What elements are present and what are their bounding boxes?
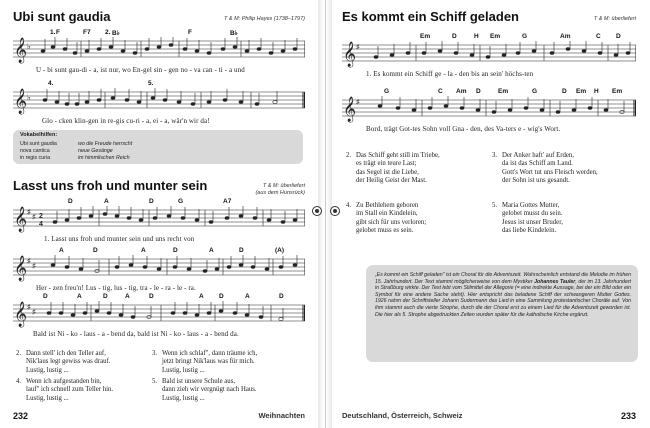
song-credit: T & M: überliefert xyxy=(593,16,636,22)
song-credit xyxy=(255,183,305,197)
chord-symbol: A xyxy=(245,293,250,300)
vocabulary-box xyxy=(13,130,303,164)
chord-symbol: D xyxy=(43,293,48,300)
page-number: 233 xyxy=(620,411,636,421)
chord-symbol: Em xyxy=(490,33,501,40)
chord-symbol: D xyxy=(103,293,108,300)
chord-symbol: Em xyxy=(612,88,623,95)
svg-text:2: 2 xyxy=(39,213,43,220)
svg-text:𝄞: 𝄞 xyxy=(14,207,28,232)
chord-symbol: Am xyxy=(560,33,571,40)
svg-text:♯: ♯ xyxy=(27,304,31,311)
svg-text:♯: ♯ xyxy=(27,258,31,265)
chord-symbol: D xyxy=(239,247,244,254)
svg-text:4: 4 xyxy=(39,221,43,228)
chord-symbol: Em xyxy=(498,88,509,95)
verse-line: Zu Bethlehem geboren xyxy=(356,202,419,209)
music-staff xyxy=(13,37,305,65)
info-box xyxy=(366,265,638,362)
verse-line: Lustig, lustig ... xyxy=(26,366,69,374)
chord-symbol: D xyxy=(149,293,154,300)
verse-line: Wenn ich schlaf", dann träume ich, xyxy=(162,350,258,357)
chord-row xyxy=(13,247,305,255)
vocabulary-item xyxy=(20,141,300,148)
info-text-part: , der im 13. Jahrhundert in Straßburg wirkte. Der Text lebt vom Stilmittel der Allegorie (= eine indirekte Aussage, bei der ein Bild oder ein Symbol für eine andere Sache steht). Hier entspricht das beladene Schiff der schwangeren Mutter Gottes. 1926 nahm der Schriftsteller Johann Sudermann das Lied in eine Sammlung protestantischer Choräle auf. Von ihm stammt auch die vierte Strophe, durch die der Choral erst zu einem Lied für die Adventszeit geworden ist. Die hier als 5. Strophe abgedruckten Zeilen wurden später für die katholische Kirche ergänzt. xyxy=(375,278,631,318)
svg-text:𝄞: 𝄞 xyxy=(14,89,28,114)
verse-line: Gott's Wort tut uns Fleisch werden, xyxy=(502,168,598,176)
chord-row xyxy=(50,29,305,37)
chord-symbol: A xyxy=(104,198,109,205)
song-credit: T & M: Philip Hayes (1738–1797) xyxy=(223,16,305,22)
verse-block xyxy=(152,378,257,403)
verse-block xyxy=(492,152,598,185)
vocabulary-definition: wo die Freude herrscht xyxy=(78,141,133,147)
chord-symbol: H xyxy=(474,33,479,40)
svg-text:𝄞: 𝄞 xyxy=(14,38,28,63)
verse-line: Maria Gottes Mutter, xyxy=(502,202,560,209)
verse-line: das Segel ist die Liebe, xyxy=(356,168,419,176)
verse-line: gelobet muss es sein. xyxy=(356,226,414,234)
lyric-line: U - bi sunt gau-di - a, ist nur, wo En-gel sin - gen no - va can - ti - a und xyxy=(36,66,245,74)
chord-row xyxy=(13,293,305,301)
svg-text:♯: ♯ xyxy=(27,209,31,216)
chord-symbol: C xyxy=(438,88,443,95)
verse-line: Bald ist unsere Schule aus, xyxy=(162,378,236,385)
chord-symbol: D xyxy=(476,88,481,95)
svg-text:♯: ♯ xyxy=(32,214,36,221)
chord-symbol: G xyxy=(522,33,528,40)
music-staff xyxy=(342,96,636,124)
svg-text:𝄞: 𝄞 xyxy=(343,42,357,67)
verse-line: es trägt ein teure Last; xyxy=(356,160,417,168)
chord-symbol: A xyxy=(125,293,130,300)
song-title-es-kommt-ein-schiff: Es kommt ein Schiff geladen xyxy=(342,9,519,24)
verse-block xyxy=(346,202,426,235)
chord-symbol: B♭ xyxy=(112,30,120,37)
verse-number: 5. xyxy=(492,202,498,209)
chord-symbol: 1. xyxy=(50,29,56,36)
chord-symbol: G xyxy=(532,88,538,95)
gutter-line xyxy=(325,0,326,428)
chord-symbol: D xyxy=(219,293,224,300)
verse-line: der Sohn ist uns gesandt. xyxy=(502,176,570,184)
verse-block xyxy=(152,350,257,375)
chord-symbol: 2. xyxy=(105,29,111,36)
verse-line: Das Schiff geht still im Triebe, xyxy=(356,152,440,159)
svg-text:♯: ♯ xyxy=(32,309,36,316)
verse-line: Der Anker haft' auf Erden, xyxy=(502,152,574,159)
chord-symbol: A xyxy=(199,293,204,300)
song-title-lasst-uns-froh: Lasst uns froh und munter sein xyxy=(13,178,208,193)
lyric-line: 1. Lasst uns froh und munter sein und uns recht von xyxy=(44,235,195,243)
verse-block xyxy=(346,152,440,185)
footer-section: Deutschland, Österreich, Schweiz xyxy=(342,411,463,420)
info-text xyxy=(375,272,631,318)
verse-line: da ist das Schiff am Land. xyxy=(502,160,573,168)
chord-symbol: (A) xyxy=(275,247,285,254)
chord-row xyxy=(342,88,634,96)
svg-text:𝄞: 𝄞 xyxy=(343,97,357,122)
chord-row xyxy=(342,33,634,41)
lyric-line: 1. Es kommt ein Schiff ge - la - den bis an sein' höchs-ten xyxy=(366,70,534,78)
vocabulary-definition: neue Gesänge xyxy=(78,148,113,154)
chord-symbol: D xyxy=(93,247,98,254)
footer-section: Weihnachten xyxy=(258,411,305,420)
chord-symbol: Em xyxy=(420,33,431,40)
credit-line: T & M: überliefert xyxy=(262,183,305,189)
music-staff xyxy=(13,206,305,234)
verse-number: 5. xyxy=(152,378,158,385)
verse-number: 2. xyxy=(16,350,22,357)
svg-text:♯: ♯ xyxy=(356,44,360,51)
vocabulary-title: Vokabelhilfen: xyxy=(20,132,58,138)
music-staff xyxy=(342,41,636,69)
right-page xyxy=(332,0,650,428)
verse-number: 2. xyxy=(346,152,352,159)
left-page xyxy=(0,0,318,428)
svg-text:𝄞: 𝄞 xyxy=(14,256,28,281)
chord-symbol: D xyxy=(68,198,73,205)
music-staff xyxy=(13,88,305,116)
chord-symbol: 4. xyxy=(48,80,54,87)
chord-symbol: 5. xyxy=(148,80,154,87)
verse-line: Wenn ich aufgestanden bin, xyxy=(26,378,102,385)
vocabulary-term: in regis curia xyxy=(20,155,51,161)
chord-row xyxy=(48,80,303,88)
chord-symbol: C xyxy=(596,33,601,40)
chord-symbol: G xyxy=(178,198,184,205)
verse-number: 4. xyxy=(346,202,352,209)
lyric-line: Glo - cken klin-gen in re-gis cu-ri - a, ei - a, wär'n wir da! xyxy=(42,117,210,125)
svg-text:𝄞: 𝄞 xyxy=(14,302,28,327)
verse-line: der Heilig Geist der Mast. xyxy=(356,176,427,184)
vocabulary-definition: im himmlischen Reich xyxy=(78,155,130,161)
verse-line: Lustig, lustig ... xyxy=(162,394,205,402)
verse-line: jetzt bringt Nik'laus was für mich. xyxy=(162,358,255,366)
lyric-line: Bord, trägt Got-tes Sohn voll Gna - den, des Va-ters e - wig's Wort. xyxy=(366,125,561,133)
page-number: 232 xyxy=(13,411,29,421)
chord-symbol: Em xyxy=(576,88,587,95)
verse-line: im Stall ein Kindelein, xyxy=(356,210,418,218)
chord-symbol: Am xyxy=(456,88,467,95)
chord-symbol: D xyxy=(616,33,621,40)
chord-symbol: D xyxy=(562,88,567,95)
verse-line: Lustig, lustig ... xyxy=(26,394,69,402)
info-text-part: „Es kommt ein Schiff geladen" ist ein Choral für die Adventszeit. Wahrscheinlich entstand die Melodie im frühen 15. Jahrhundert. Der Text stammt möglicherweise von dem Mystiker xyxy=(375,272,631,285)
svg-text:♭: ♭ xyxy=(27,42,31,51)
svg-text:♯: ♯ xyxy=(356,99,360,106)
chord-symbol: G xyxy=(384,88,390,95)
chord-symbol: F7 xyxy=(83,29,91,36)
verse-line: lauf" ich schnell zum Teller hin. xyxy=(26,386,114,394)
verse-block xyxy=(16,378,113,403)
chord-symbol: A xyxy=(209,247,214,254)
info-author: Johannes Tauler xyxy=(534,278,576,285)
svg-text:♭: ♭ xyxy=(27,93,31,102)
verse-line: gelobet musst du sein. xyxy=(502,210,563,218)
verse-block xyxy=(16,350,110,375)
verse-line: das liebe Kindelein. xyxy=(502,226,557,234)
chord-symbol: A xyxy=(141,247,146,254)
verse-line: Lustig, lustig ... xyxy=(162,366,205,374)
chord-symbol: D xyxy=(173,247,178,254)
chord-symbol: D xyxy=(149,198,154,205)
verse-line: Dann stell' ich den Teller auf, xyxy=(26,350,106,357)
registration-mark-icon xyxy=(312,206,322,216)
verse-number: 3. xyxy=(152,350,158,357)
chord-symbol: B♭ xyxy=(230,30,238,37)
chord-symbol: A7 xyxy=(223,198,232,205)
verse-line: dann zieh wir vergnügt nach Haus. xyxy=(162,386,257,394)
verse-number: 4. xyxy=(16,378,22,385)
music-staff xyxy=(13,301,305,329)
chord-symbol: H xyxy=(594,88,599,95)
chord-symbol: D xyxy=(279,293,284,300)
vocabulary-term: Ubi sunt gaudia xyxy=(20,141,57,147)
verse-line: Nik'laus legt gewiss was drauf. xyxy=(26,358,111,366)
song-title-ubi-sunt-gaudia: Ubi sunt gaudia xyxy=(13,9,111,24)
verse-line: Jesus ist unser Bruder, xyxy=(502,218,563,226)
verse-number: 3. xyxy=(492,152,498,159)
chord-symbol: F xyxy=(56,29,60,36)
vocabulary-term: nova cantica xyxy=(20,148,50,154)
chord-symbol: A xyxy=(77,293,82,300)
lyric-line: Her - zen freu'n! Lus - tig, lus - tig, tra - le - ra - le - ra. xyxy=(36,284,196,292)
vocabulary-item xyxy=(20,155,300,162)
credit-line: (aus dem Hunsrück) xyxy=(255,190,305,196)
chord-symbol: F xyxy=(188,29,192,36)
lyric-line: Bald ist Ni - ko - laus - a - bend da, bald ist Ni - ko - laus - a - bend da. xyxy=(33,330,239,338)
chord-symbol: A xyxy=(59,247,64,254)
svg-text:♯: ♯ xyxy=(32,263,36,270)
verse-line: gibt sich für uns verloren; xyxy=(356,218,427,226)
chord-row xyxy=(13,198,305,206)
vocabulary-item xyxy=(20,148,300,155)
music-staff xyxy=(13,255,305,283)
verse-block xyxy=(492,202,563,235)
chord-symbol: D xyxy=(452,33,457,40)
